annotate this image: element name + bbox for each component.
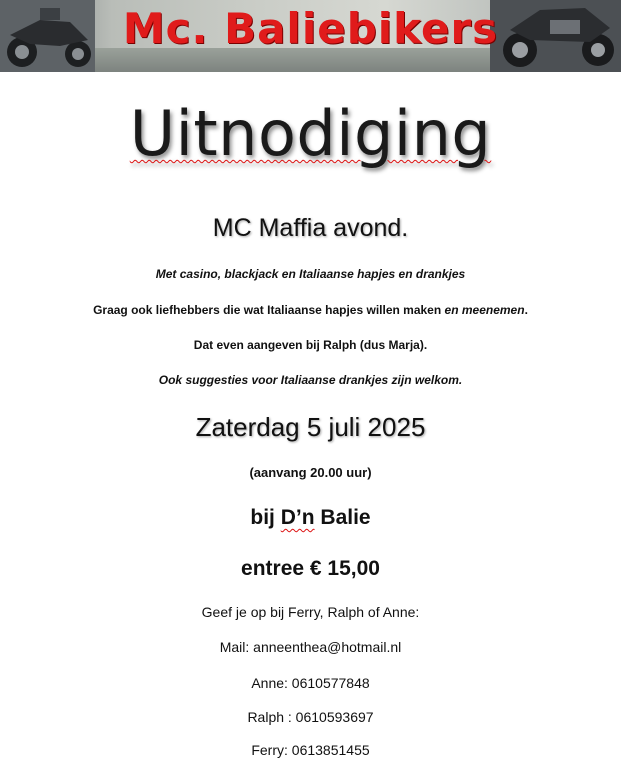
event-start-time: (aanvang 20.00 uur) [249,465,372,480]
event-fee: entree € 15,00 [241,557,380,580]
event-date: Zaterdag 5 juli 2025 [195,412,426,442]
contact-ferry: Ferry: 0613851455 [251,742,370,758]
venue-suffix: Balie [314,506,371,529]
event-line-2-c: . [524,303,528,317]
event-line-2-a: Graag ook liefhebbers die wat Italiaanse hapjes willen maken [93,303,445,317]
venue-prefix: bij [250,506,281,529]
contact-ralph: Ralph : 0610593697 [247,709,374,725]
contact-anne: Anne: 0610577848 [251,675,370,691]
event-venue [0,502,621,534]
event-title [0,210,621,246]
contacts-intro: Geef je op bij Ferry, Ralph of Anne: [201,604,420,620]
event-line-3: Dat even aangeven bij Ralph (dus Marja). [193,338,428,352]
heading-text: Uitnodiging [129,97,492,170]
venue-name: D’n [280,506,315,529]
event-line-4: Ook suggesties voor Italiaanse drankjes zijn welkom. [158,373,463,387]
event-title-text: MC Maffia avond. [212,214,409,242]
event-line-2-b: en meenemen [444,303,525,317]
event-line-2 [0,300,621,320]
page-heading [0,95,621,173]
banner-title: Mc. Baliebikers [122,4,499,53]
contact-mail: Mail: anneenthea@hotmail.nl [219,639,402,655]
header-banner [0,0,621,72]
event-line-1: Met casino, blackjack en Italiaanse hapjes en drankjes [155,267,466,281]
